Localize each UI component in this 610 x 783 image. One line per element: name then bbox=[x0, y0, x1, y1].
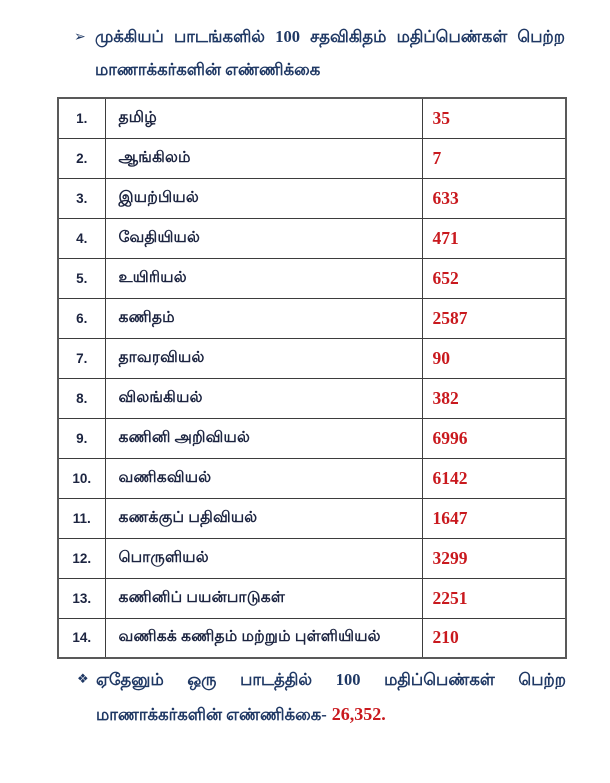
table-row bbox=[58, 178, 566, 218]
table-row bbox=[58, 458, 566, 498]
row-number: 7. bbox=[58, 338, 105, 378]
student-count: 90 bbox=[422, 338, 566, 378]
table-row bbox=[58, 378, 566, 418]
results-table-container bbox=[57, 97, 567, 659]
student-count: 210 bbox=[422, 618, 566, 658]
table-row bbox=[58, 578, 566, 618]
student-count: 382 bbox=[422, 378, 566, 418]
subject-name: வணிகவியல் bbox=[105, 458, 422, 498]
table-row bbox=[58, 338, 566, 378]
footer-line-2 bbox=[96, 703, 566, 726]
row-number: 10. bbox=[58, 458, 105, 498]
subject-name: பொருளியல் bbox=[105, 538, 422, 578]
arrowhead-bullet-icon: ➢ bbox=[74, 29, 86, 45]
row-number: 6. bbox=[58, 298, 105, 338]
row-number: 3. bbox=[58, 178, 105, 218]
subject-name: கணக்குப் பதிவியல் bbox=[105, 498, 422, 538]
total-value: 26,352. bbox=[331, 704, 386, 724]
student-count: 6142 bbox=[422, 458, 566, 498]
table-row bbox=[58, 418, 566, 458]
subject-name: கணினி அறிவியல் bbox=[105, 418, 422, 458]
row-number: 9. bbox=[58, 418, 105, 458]
subject-name: உயிரியல் bbox=[105, 258, 422, 298]
heading-line-2: மாணாக்கர்களின் எண்ணிக்கை bbox=[95, 60, 321, 79]
row-number: 12. bbox=[58, 538, 105, 578]
subject-name: ஆங்கிலம் bbox=[105, 138, 422, 178]
table-row bbox=[58, 618, 566, 658]
subject-name: கணிதம் bbox=[105, 298, 422, 338]
table-row bbox=[58, 218, 566, 258]
student-count: 652 bbox=[422, 258, 566, 298]
subject-name: வேதியியல் bbox=[105, 218, 422, 258]
student-count: 7 bbox=[422, 138, 566, 178]
row-number: 2. bbox=[58, 138, 105, 178]
subject-name: வணிகக் கணிதம் மற்றும் புள்ளியியல் bbox=[105, 618, 422, 658]
total-label: மாணாக்கர்களின் எண்ணிக்கை- bbox=[96, 705, 327, 724]
student-count: 633 bbox=[422, 178, 566, 218]
heading-line-1: முக்கியப் பாடங்களில் 100 சதவிகிதம் மதிப்பெண்கள் பெற்ற bbox=[95, 27, 565, 46]
table-row bbox=[58, 538, 566, 578]
table-row bbox=[58, 138, 566, 178]
row-number: 5. bbox=[58, 258, 105, 298]
row-number: 14. bbox=[58, 618, 105, 658]
student-count: 3299 bbox=[422, 538, 566, 578]
document-heading bbox=[74, 26, 566, 80]
student-count: 1647 bbox=[422, 498, 566, 538]
table-row bbox=[58, 298, 566, 338]
subject-name: தமிழ் bbox=[105, 98, 422, 138]
student-count: 35 bbox=[422, 98, 566, 138]
subject-name: இயற்பியல் bbox=[105, 178, 422, 218]
row-number: 1. bbox=[58, 98, 105, 138]
table-row bbox=[58, 98, 566, 138]
footer-text bbox=[96, 669, 566, 726]
footer-line-1: ஏதேனும் ஒரு பாடத்தில் 100 மதிப்பெண்கள் பெற்ற bbox=[96, 670, 566, 689]
row-number: 4. bbox=[58, 218, 105, 258]
subject-name: விலங்கியல் bbox=[105, 378, 422, 418]
row-number: 11. bbox=[58, 498, 105, 538]
footer-note bbox=[77, 669, 566, 726]
heading-text bbox=[95, 26, 565, 80]
student-count: 2587 bbox=[422, 298, 566, 338]
student-count: 2251 bbox=[422, 578, 566, 618]
student-count: 471 bbox=[422, 218, 566, 258]
table-row bbox=[58, 258, 566, 298]
table-row bbox=[58, 498, 566, 538]
student-count: 6996 bbox=[422, 418, 566, 458]
row-number: 8. bbox=[58, 378, 105, 418]
row-number: 13. bbox=[58, 578, 105, 618]
subject-name: தாவரவியல் bbox=[105, 338, 422, 378]
results-table bbox=[57, 97, 567, 659]
subject-name: கணினிப் பயன்பாடுகள் bbox=[105, 578, 422, 618]
diamond-bullet-icon: ❖ bbox=[77, 672, 89, 687]
